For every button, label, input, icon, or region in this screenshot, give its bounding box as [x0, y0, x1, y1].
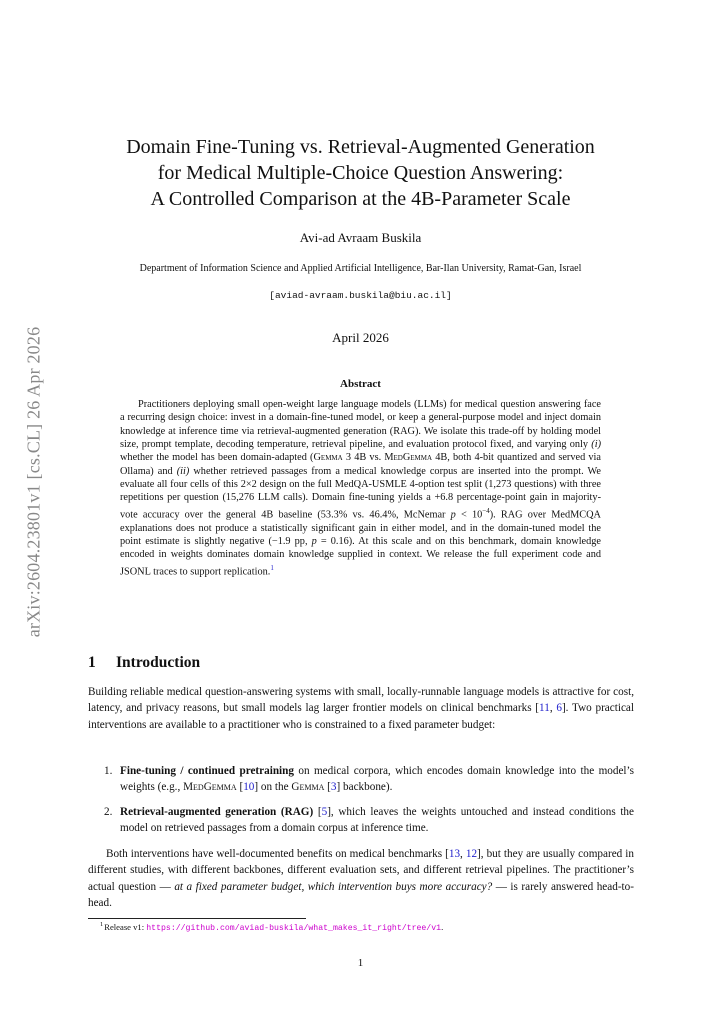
section-title: Introduction [116, 654, 201, 671]
body-text: [ [236, 781, 244, 794]
title-line-2: for Medical Multiple-Choice Question Answering: [157, 162, 564, 184]
footnote [100, 921, 443, 933]
citation-link[interactable]: 13 [448, 848, 461, 860]
abstract-text: ). RAG over MedMCQA explanations does not produce a statistically significant gain in either model, and in the domain-tuned model the point estimate is slightly negative (−1.9 pp, [120, 509, 601, 547]
citation-link[interactable]: 6 [556, 702, 562, 715]
abstract-text: whether the model has been domain-adapted ( [120, 452, 314, 464]
body-text: [ [324, 781, 331, 794]
author-email: [aviad-avraam.buskila@biu.ac.il] [269, 290, 452, 301]
list-number: 2. [104, 806, 113, 818]
title-line-3: A Controlled Comparison at the 4B-Parameter Scale [150, 188, 571, 210]
intro-paragraph-1 [88, 684, 634, 733]
model-name: Gemma [291, 781, 325, 794]
model-name: Gemma 3 4B [313, 452, 367, 464]
section-number: 1 [88, 654, 96, 671]
body-text: [ [313, 806, 322, 818]
paper-title [0, 134, 721, 212]
list-number: 1. [104, 765, 113, 777]
page-number: 1 [357, 957, 364, 969]
list-item-label: Retrieval-augmented generation (RAG) [120, 806, 314, 818]
repository-link[interactable]: https://github.com/aviad-buskila/what_makes_it_right/tree/v1 [146, 923, 442, 933]
footnote-divider [88, 918, 306, 919]
list-item-label: Fine-tuning / continued pretraining [120, 765, 294, 777]
abstract-text: , both 4-bit quantized and served via Ollama) and [120, 452, 601, 477]
intro-paragraph-2 [88, 846, 634, 911]
body-text: ], but they are usually compared in different studies, with different backbones, different evaluation sets, and different retrieval pipelines. The practitioner’s actual question — [88, 848, 634, 893]
citation-link[interactable]: 5 [321, 806, 328, 818]
body-text: — is rarely answered head-to-head. [88, 880, 634, 909]
body-text: ] backbone). [336, 781, 393, 794]
footnote-label: Release v1: [104, 921, 147, 932]
arxiv-sidebar [20, 296, 48, 668]
title-line-1: Domain Fine-Tuning vs. Retrieval-Augmented Generation [126, 136, 595, 158]
abstract-text: vs. [366, 452, 385, 464]
publication-date: April 2026 [332, 330, 389, 345]
abstract-text-italic: (ii) [176, 465, 190, 477]
footnote-number: 1 [100, 921, 104, 928]
math-symbol: p [450, 509, 456, 521]
math-symbol: p [311, 535, 317, 547]
abstract-text: < 10 [455, 509, 483, 521]
list-item [88, 804, 634, 837]
model-name: MedGemma [183, 781, 237, 794]
body-text: on medical corpora, which encodes domain knowledge into the model’s weights (e.g., [120, 765, 634, 794]
abstract-text: = 0.16). At this scale and on this benchmark, domain knowledge encoded in weights dominates domain knowledge supplied in context. We release the full experiment code and JSONL traces to support replication. [120, 535, 601, 577]
model-name: MedGemma 4B [384, 452, 448, 464]
body-text: ] on the [254, 781, 292, 794]
arxiv-identifier[interactable]: arXiv:2604.23801v1 [cs.CL] 26 Apr 2026 [23, 326, 44, 638]
body-text: , [549, 702, 557, 715]
citation-link[interactable]: 11 [539, 702, 550, 715]
footnote-text: . [441, 921, 444, 932]
math-exponent: −4 [482, 506, 490, 515]
abstract-text: Practitioners deploying small open-weight large language models (LLMs) for medical question answering face a recurring design choice: invest in a domain-fine-tuned model, or keep a general-purpose model and inject domain knowledge at inference time via retrieval-augmented generation (RAG). We isolate this trade-off by holding model size, prompt template, decoding temperature, retrieval pipeline, and evaluation protocol fixed, and varying only [120, 399, 601, 451]
citation-link[interactable]: 10 [243, 781, 255, 794]
citation-link[interactable]: 3 [330, 781, 337, 794]
body-text: ]. Two practical interventions are available to a practitioner who is constrained to a fixed parameter budget: [88, 702, 634, 731]
body-text: Building reliable medical question-answering systems with small, locally-runnable language models is attractive for cost, latency, and privacy reasons, but small models lag larger frontier models on clinical benchmarks [ [88, 686, 634, 715]
body-text: , [460, 848, 466, 860]
list-item [88, 763, 634, 796]
abstract-text: whether retrieved passages from a medical knowledge corpus are inserted into the prompt. We evaluate all four cells of this 2×2 design on the full MedQA-USMLE 4-option test split (1,273 questions) with three repetitions per question (15,276 LLM calls). Domain fine-tuning yields a +6.8 percentage-point gain in majority-vote accuracy over the general 4B baseline (53.3% vs. 46.4%, McNemar [120, 465, 601, 521]
abstract-body [120, 398, 601, 578]
citation-link[interactable]: 12 [465, 848, 478, 860]
body-text: Both interventions have well-documented benefits on medical benchmarks [ [106, 848, 449, 860]
abstract-paragraph [120, 398, 601, 578]
author-affiliation: Department of Information Science and Applied Artificial Intelligence, Bar-Ilan University, Ramat-Gan, Israel [139, 263, 582, 274]
section-heading [88, 654, 200, 672]
body-text: ], which leaves the weights untouched and instead conditions the model on retrieved passages from a domain corpus at inference time. [120, 806, 634, 835]
abstract-heading: Abstract [340, 378, 381, 390]
footnote-marker-link[interactable]: 1 [270, 563, 274, 572]
body-text-italic: at a fixed parameter budget, which intervention buys more accuracy? [174, 880, 493, 893]
author-name: Avi-ad Avraam Buskila [299, 230, 422, 245]
abstract-text-italic: (i) [591, 439, 601, 451]
